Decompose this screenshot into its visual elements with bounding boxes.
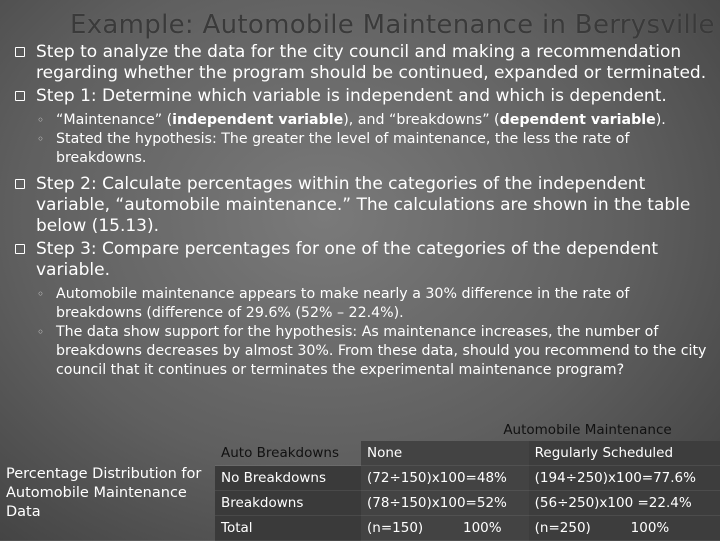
row-label-total: Total xyxy=(215,516,361,541)
step3-label: Step 3: xyxy=(36,239,97,259)
step3-sub-difference xyxy=(10,285,712,323)
table-cell: (78÷150)x100=52% xyxy=(361,491,529,516)
total-percent: 100% xyxy=(630,520,670,536)
sub-bullet-icon: ◦ xyxy=(37,113,45,127)
table-header-row xyxy=(215,441,720,466)
table-cell: (56÷250)x100 =22.4% xyxy=(529,491,720,516)
row-label-breakdowns: Breakdowns xyxy=(215,491,361,516)
bullet-step1 xyxy=(10,86,712,107)
step1-text: Determine which variable is independent and which is dependent. xyxy=(96,86,667,106)
slide-title: Example: Automobile Maintenance in Berrysville xyxy=(70,10,715,40)
n-value: (n=250) xyxy=(534,520,591,536)
sub-text: The data show support for the hypothesis: As maintenance increases, the number of breakdowns decreases by almost 30%. From these data, should you recommend to the city council that it continues or terminates the experimental maintenance program? xyxy=(56,324,707,378)
table-row xyxy=(215,491,720,516)
total-percent: 100% xyxy=(463,520,502,536)
bullet-icon xyxy=(14,177,24,191)
n-value: (n=150) xyxy=(367,520,424,536)
sub-bullet-icon: ◦ xyxy=(37,132,45,146)
step3-text: Compare percentages for one of the categories of the dependent variable. xyxy=(36,239,659,280)
step1-sub-variables xyxy=(10,111,712,130)
table-cell-total-regular xyxy=(529,516,720,541)
sub-bullet-icon: ◦ xyxy=(37,325,45,339)
step1-sub-hypothesis xyxy=(10,130,712,168)
table-row xyxy=(215,466,720,491)
table-caption: Percentage Distribution for Automobile Maintenance Data xyxy=(6,466,202,520)
table-cell: (194÷250)x100=77.6% xyxy=(529,466,720,491)
bullet-step2 xyxy=(10,174,712,237)
table-cell-total-none xyxy=(361,516,529,541)
bullet-intro xyxy=(10,42,712,84)
maintenance-table xyxy=(215,419,720,541)
sub-text: Automobile maintenance appears to make nearly a 30% difference in the rate of breakdowns (difference of 29.6% (52% – 22.4%). xyxy=(56,286,630,321)
column-header-none: None xyxy=(361,441,529,466)
step2-label: Step 2 xyxy=(36,174,91,194)
step1-label: Step 1: xyxy=(36,86,97,106)
step2-text: : Calculate percentages within the categories of the independent variable, “automobile maintenance.” The calculations are shown in the table below (15.13). xyxy=(36,174,691,236)
sub-text: “Maintenance” ( xyxy=(56,112,173,128)
independent-variable-label: independent variable xyxy=(172,112,344,128)
bullet-step3 xyxy=(10,239,712,281)
row-label-no-breakdowns: No Breakdowns xyxy=(215,466,361,491)
step3-sub-recommendation xyxy=(10,323,712,380)
bullet-icon xyxy=(14,242,24,256)
bullet-icon xyxy=(14,45,24,59)
dependent-variable-label: dependent variable xyxy=(499,112,656,128)
table-row-total xyxy=(215,516,720,541)
sub-text: ). xyxy=(655,112,666,128)
table-corner-header: Auto Breakdowns xyxy=(215,441,361,466)
table-cell: (72÷150)x100=48% xyxy=(361,466,529,491)
sub-bullet-icon: ◦ xyxy=(37,287,45,301)
column-header-regular: Regularly Scheduled xyxy=(529,441,720,466)
sub-text: Stated the hypothesis: The greater the level of maintenance, the less the rate of breakdowns. xyxy=(56,131,630,166)
sub-text: ), and “breakdowns” ( xyxy=(343,112,500,128)
bullet-icon xyxy=(14,89,24,103)
slide-content xyxy=(10,42,712,386)
table-super-header: Automobile Maintenance xyxy=(503,422,672,438)
bullet-intro-text: Step to analyze the data for the city council and making a recommendation regarding whether the program should be continued, expanded or terminated. xyxy=(36,42,707,83)
